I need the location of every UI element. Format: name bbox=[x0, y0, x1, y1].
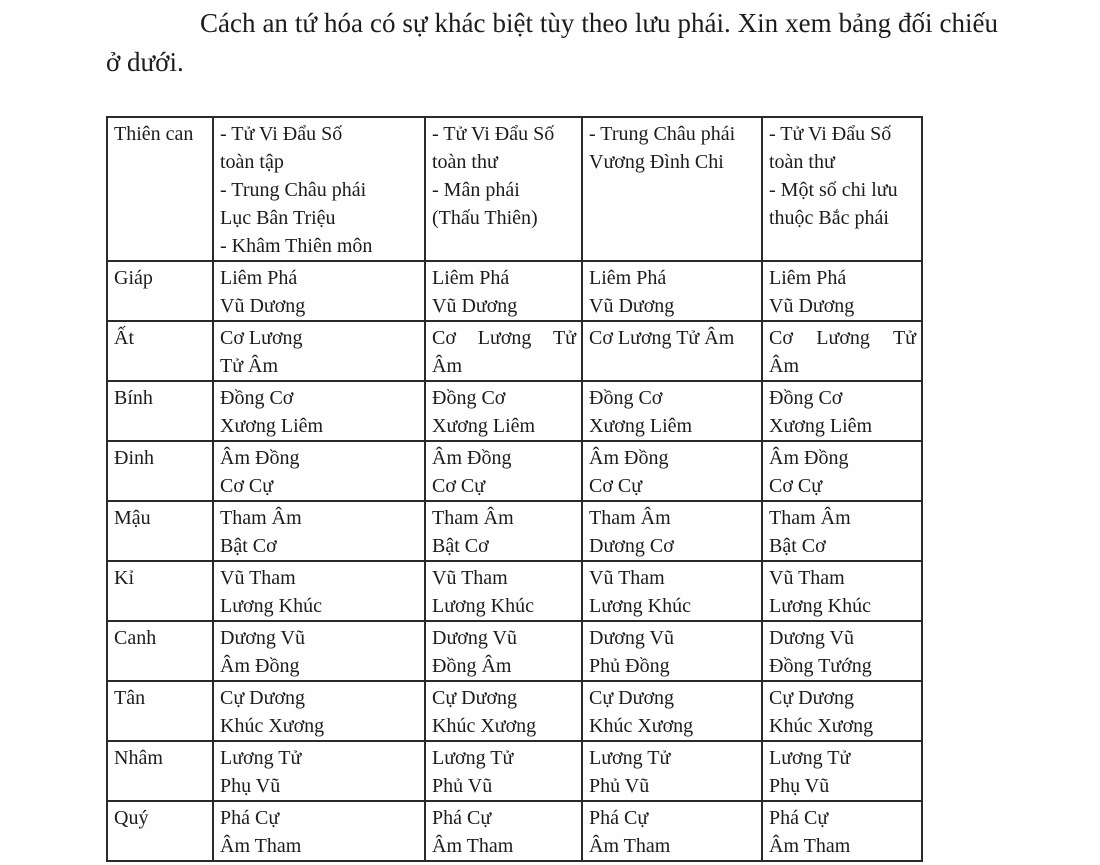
tu-hoa-cell bbox=[762, 321, 922, 381]
tu-hoa-cell bbox=[582, 741, 762, 801]
cell-line: Đồng Cơ bbox=[220, 387, 294, 409]
tu-hoa-cell bbox=[213, 681, 425, 741]
cell-line: Tham Âm bbox=[432, 507, 514, 529]
table-row bbox=[107, 681, 922, 741]
cell-line: Lương Khúc bbox=[589, 595, 691, 617]
tu-hoa-cell bbox=[425, 501, 582, 561]
cell-line: Lương Khúc bbox=[432, 595, 534, 617]
cell-line: Phủ Đồng bbox=[589, 655, 670, 677]
tu-hoa-cell bbox=[582, 501, 762, 561]
cell-line: Cự Dương bbox=[769, 687, 855, 709]
tu-hoa-cell bbox=[425, 441, 582, 501]
cell-line: Cơ Cự bbox=[589, 475, 643, 497]
cell-line: Dương Vũ bbox=[769, 627, 854, 649]
cell-line: Vũ Dương bbox=[769, 295, 855, 317]
tu-hoa-cell bbox=[425, 261, 582, 321]
cell-line: Cơ Cự bbox=[769, 475, 823, 497]
thien-can-cell: Bính bbox=[107, 381, 213, 441]
cell-line: Vũ Dương bbox=[589, 295, 675, 317]
cell-line: Âm Tham bbox=[432, 835, 514, 857]
thien-can-cell: Mậu bbox=[107, 501, 213, 561]
tu-hoa-cell bbox=[582, 621, 762, 681]
table-row bbox=[107, 801, 922, 861]
cell-line: Phụ Vũ bbox=[220, 775, 281, 797]
cell-line: Phủ Vũ bbox=[589, 775, 650, 797]
tu-hoa-cell bbox=[762, 741, 922, 801]
header-line: (Thấu Thiên) bbox=[432, 207, 538, 229]
header-line: - Trung Châu phái bbox=[220, 179, 367, 201]
cell-line: Tham Âm bbox=[589, 507, 671, 529]
cell-line: Tử Âm bbox=[220, 355, 279, 377]
tu-hoa-cell bbox=[213, 501, 425, 561]
cell-line: Vũ Tham bbox=[432, 567, 508, 589]
tu-hoa-cell bbox=[213, 801, 425, 861]
header-cell-thien-can: Thiên can bbox=[107, 117, 213, 261]
cell-line: Xương Liêm bbox=[769, 415, 873, 437]
cell-line: Cơ Lương Tử Âm bbox=[589, 327, 735, 349]
cell-line: Phá Cự bbox=[220, 807, 280, 829]
table-row bbox=[107, 621, 922, 681]
tu-hoa-cell bbox=[582, 801, 762, 861]
tu-hoa-cell bbox=[213, 441, 425, 501]
header-line: - Tử Vi Đẩu Số bbox=[432, 123, 555, 145]
table-row bbox=[107, 501, 922, 561]
header-line: - Một số chi lưu bbox=[769, 179, 898, 201]
header-line: - Tử Vi Đẩu Số bbox=[220, 123, 343, 145]
cell-line: Cơ Cự bbox=[220, 475, 274, 497]
thien-can-cell: Ất bbox=[107, 321, 213, 381]
tu-hoa-cell bbox=[762, 261, 922, 321]
tu-hoa-cell bbox=[213, 261, 425, 321]
header-cell-source-1 bbox=[213, 117, 425, 261]
tu-hoa-cell bbox=[762, 381, 922, 441]
cell-line: Liêm Phá bbox=[220, 267, 298, 289]
cell-line: Lương Tử bbox=[432, 747, 514, 769]
cell-line: Âm Đồng bbox=[220, 655, 300, 677]
cell-line: Âm Tham bbox=[220, 835, 302, 857]
tu-hoa-cell bbox=[425, 681, 582, 741]
thien-can-cell: Nhâm bbox=[107, 741, 213, 801]
cell-line: Vũ Dương bbox=[432, 295, 518, 317]
cell-line: Cơ Cự bbox=[432, 475, 486, 497]
tu-hoa-cell bbox=[582, 261, 762, 321]
tu-hoa-cell bbox=[762, 801, 922, 861]
header-cell-source-2 bbox=[425, 117, 582, 261]
cell-line: Đồng Tướng bbox=[769, 655, 872, 677]
cell-line: Lương Tử bbox=[589, 747, 671, 769]
cell-line: Dương Vũ bbox=[432, 627, 517, 649]
tu-hoa-cell bbox=[425, 621, 582, 681]
cell-line: Âm Đồng bbox=[589, 447, 669, 469]
tu-hoa-cell bbox=[213, 561, 425, 621]
cell-line: Bật Cơ bbox=[769, 535, 826, 557]
table-row bbox=[107, 261, 922, 321]
cell-line: Âm Tham bbox=[589, 835, 671, 857]
header-cell-source-3 bbox=[582, 117, 762, 261]
cell-line: Đồng Âm bbox=[432, 655, 512, 677]
header-line: - Mân phái bbox=[432, 179, 520, 201]
tu-hoa-cell bbox=[425, 381, 582, 441]
tu-hoa-cell bbox=[425, 561, 582, 621]
cell-line: Cự Dương bbox=[220, 687, 306, 709]
cell-line: Liêm Phá bbox=[589, 267, 667, 289]
header-line: - Tử Vi Đẩu Số bbox=[769, 123, 892, 145]
cell-line: Phá Cự bbox=[769, 807, 829, 829]
cell-line: Xương Liêm bbox=[589, 415, 693, 437]
thien-can-cell: Đinh bbox=[107, 441, 213, 501]
cell-line: Liêm Phá bbox=[432, 267, 510, 289]
tu-hoa-cell bbox=[582, 561, 762, 621]
cell-line: Xương Liêm bbox=[220, 415, 324, 437]
cell-line: Âm Đồng bbox=[769, 447, 849, 469]
thien-can-cell: Kỉ bbox=[107, 561, 213, 621]
tu-hoa-cell bbox=[425, 801, 582, 861]
cell-line: Phủ Vũ bbox=[432, 775, 493, 797]
header-line: toàn tập bbox=[220, 151, 284, 173]
header-line: Vương Đình Chi bbox=[589, 151, 724, 173]
thien-can-cell: Canh bbox=[107, 621, 213, 681]
cell-line: Liêm Phá bbox=[769, 267, 847, 289]
header-line: Lục Bân Triệu bbox=[220, 207, 336, 229]
cell-line: Cự Dương bbox=[432, 687, 518, 709]
header-line: - Trung Châu phái bbox=[589, 123, 736, 145]
cell-line: Vũ Tham bbox=[220, 567, 296, 589]
cell-line: Âm bbox=[432, 355, 462, 377]
cell-line: Lương Khúc bbox=[220, 595, 322, 617]
thien-can-cell: Quý bbox=[107, 801, 213, 861]
cell-line: Vũ Tham bbox=[589, 567, 665, 589]
cell-line: Lương Tử bbox=[220, 747, 302, 769]
thien-can-cell: Tân bbox=[107, 681, 213, 741]
tu-hoa-cell bbox=[425, 741, 582, 801]
tu-hoa-cell bbox=[582, 681, 762, 741]
cell-line: Âm Đồng bbox=[220, 447, 300, 469]
cell-line: Âm Tham bbox=[769, 835, 851, 857]
table-row bbox=[107, 321, 922, 381]
table-body bbox=[107, 117, 922, 861]
cell-line: Phụ Vũ bbox=[769, 775, 830, 797]
cell-line: Dương Vũ bbox=[589, 627, 674, 649]
tu-hoa-comparison-table bbox=[106, 116, 923, 862]
tu-hoa-cell bbox=[213, 621, 425, 681]
tu-hoa-cell bbox=[762, 441, 922, 501]
tu-hoa-cell bbox=[425, 321, 582, 381]
header-line: - Khâm Thiên môn bbox=[220, 235, 373, 257]
cell-line: Tham Âm bbox=[769, 507, 851, 529]
tu-hoa-cell bbox=[213, 741, 425, 801]
cell-line: Khúc Xương bbox=[589, 715, 694, 737]
cell-line: Dương Cơ bbox=[589, 535, 674, 557]
tu-hoa-cell bbox=[762, 681, 922, 741]
tu-hoa-cell bbox=[762, 561, 922, 621]
table-row bbox=[107, 381, 922, 441]
cell-line: Cơ Lương Tử bbox=[769, 327, 916, 349]
cell-line: Tham Âm bbox=[220, 507, 302, 529]
cell-line: Khúc Xương bbox=[769, 715, 874, 737]
header-row bbox=[107, 117, 922, 261]
cell-line: Dương Vũ bbox=[220, 627, 305, 649]
cell-line: Cơ Lương Tử bbox=[432, 327, 576, 349]
intro-paragraph: Cách an tứ hóa có sự khác biệt tùy theo lưu phái. Xin xem bảng đối chiếu ở dưới. bbox=[106, 8, 998, 77]
cell-line: Cự Dương bbox=[589, 687, 675, 709]
tu-hoa-cell bbox=[582, 321, 762, 381]
cell-line: Âm Đồng bbox=[432, 447, 512, 469]
cell-line: Đồng Cơ bbox=[432, 387, 506, 409]
cell-line: Đồng Cơ bbox=[769, 387, 843, 409]
table-row bbox=[107, 741, 922, 801]
cell-line: Phá Cự bbox=[432, 807, 492, 829]
tu-hoa-cell bbox=[582, 381, 762, 441]
cell-line: Khúc Xương bbox=[432, 715, 537, 737]
tu-hoa-cell bbox=[582, 441, 762, 501]
cell-line: Khúc Xương bbox=[220, 715, 325, 737]
tu-hoa-cell bbox=[762, 621, 922, 681]
cell-line: Lương Tử bbox=[769, 747, 851, 769]
cell-line: Bật Cơ bbox=[220, 535, 277, 557]
cell-line: Xương Liêm bbox=[432, 415, 536, 437]
table-row bbox=[107, 441, 922, 501]
header-line: thuộc Bắc phái bbox=[769, 207, 889, 229]
cell-line: Vũ Dương bbox=[220, 295, 306, 317]
cell-line: Lương Khúc bbox=[769, 595, 871, 617]
cell-line: Âm bbox=[769, 355, 799, 377]
thien-can-cell: Giáp bbox=[107, 261, 213, 321]
cell-line: Cơ Lương bbox=[220, 327, 303, 349]
cell-line: Bật Cơ bbox=[432, 535, 489, 557]
cell-line: Vũ Tham bbox=[769, 567, 845, 589]
tu-hoa-cell bbox=[213, 321, 425, 381]
header-line: toàn thư bbox=[432, 151, 498, 173]
header-line: toàn thư bbox=[769, 151, 835, 173]
cell-line: Đồng Cơ bbox=[589, 387, 663, 409]
table-row bbox=[107, 561, 922, 621]
cell-line: Phá Cự bbox=[589, 807, 649, 829]
tu-hoa-cell bbox=[762, 501, 922, 561]
header-cell-source-4 bbox=[762, 117, 922, 261]
tu-hoa-cell bbox=[213, 381, 425, 441]
